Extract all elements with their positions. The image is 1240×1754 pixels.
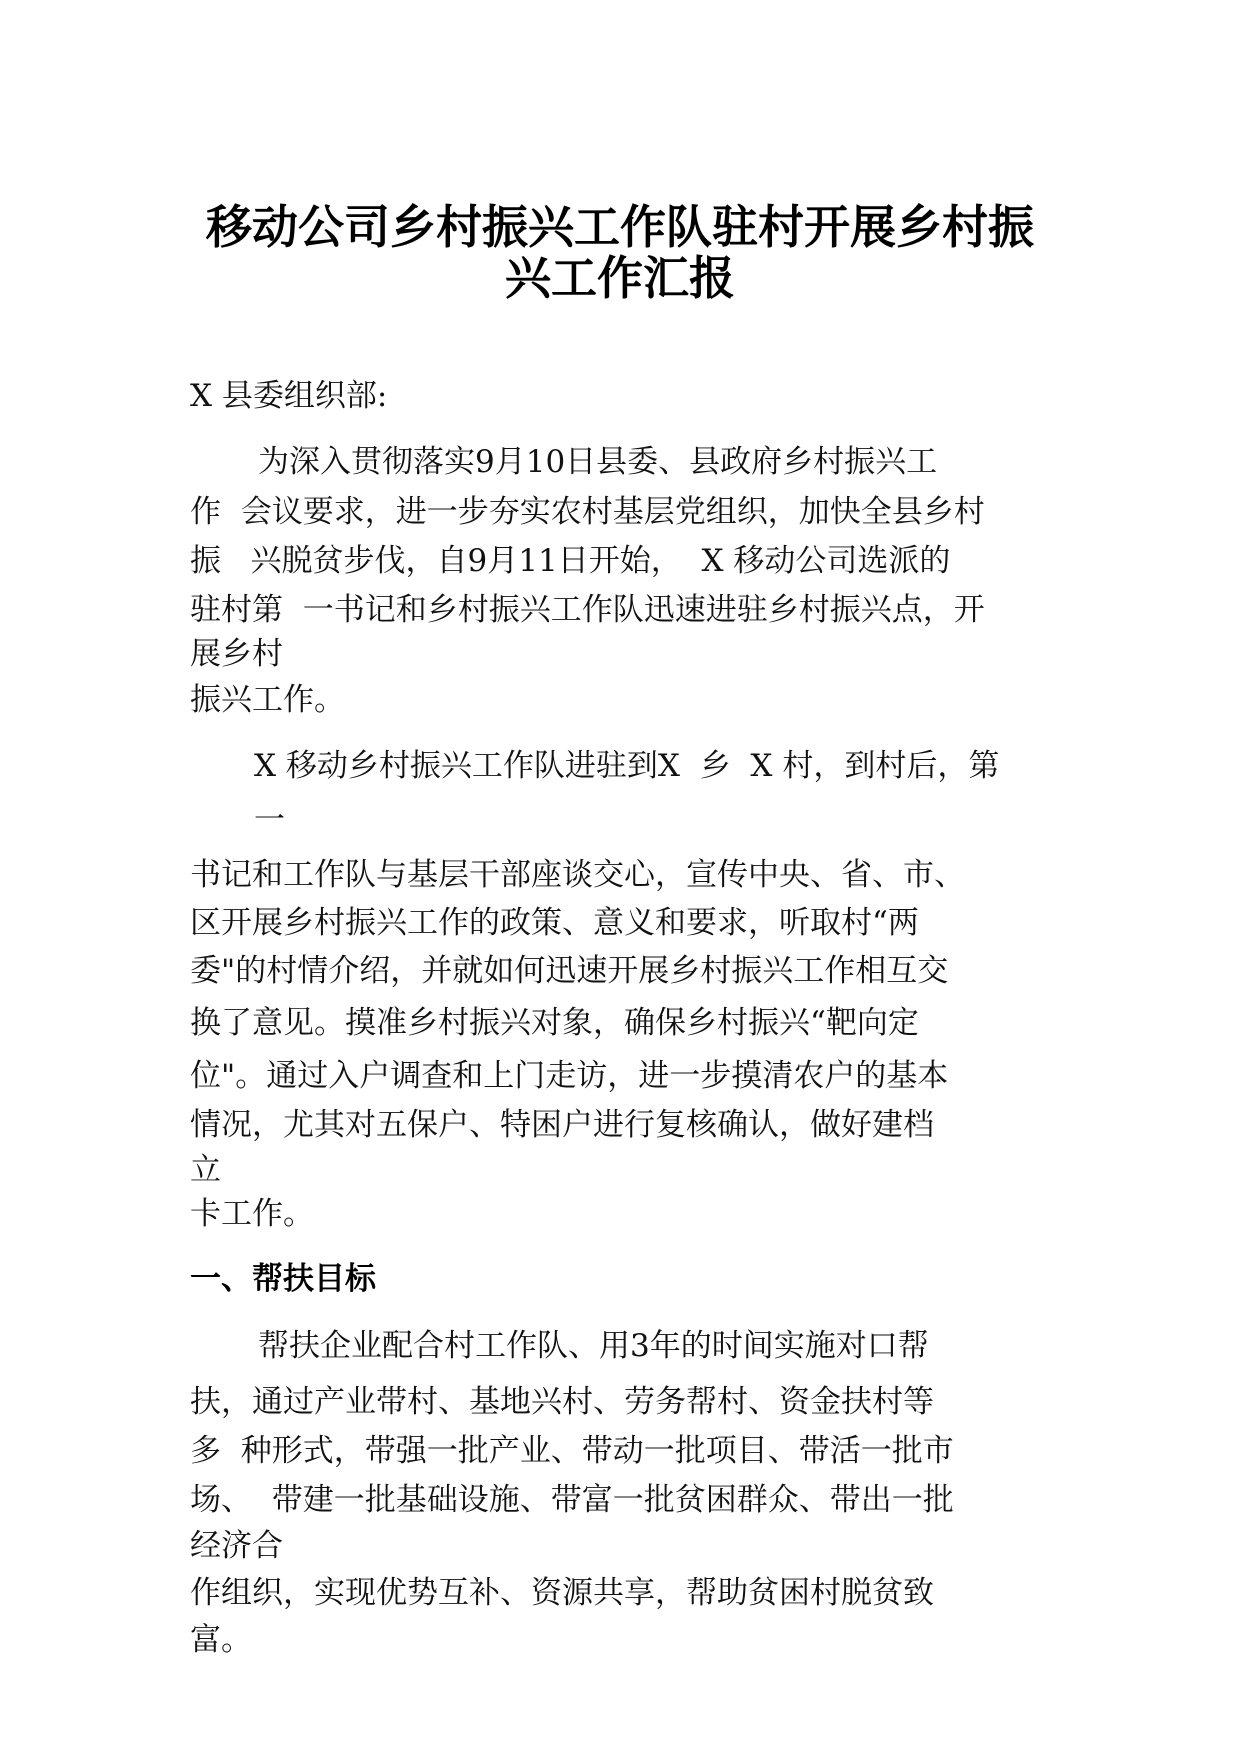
- para3-line-2: 扶，通过产业带村、基地兴村、劳务帮村、资金扶村等: [190, 1384, 934, 1420]
- para1-line-1: 为深入贯彻落实9月10日县委、县政府乡村振兴工: [258, 444, 938, 480]
- para3-line-3: 多 种形式，带强一批产业、带动一批项目、带活一批市: [190, 1433, 954, 1469]
- para1-line-4: 驻村第 一书记和乡村振兴工作队迅速进驻乡村振兴点，开: [190, 592, 985, 628]
- para3-line-5: 经济合: [190, 1528, 283, 1564]
- para1-line-6: 振兴工作。: [190, 682, 345, 718]
- para2-line-9: 立: [190, 1152, 221, 1188]
- document-title-line-1: 移动公司乡村振兴工作队驻村开展乡村振: [206, 200, 1034, 254]
- para3-line-7: 富。: [190, 1622, 252, 1658]
- para1-line-2: 作 会议要求，进一步夯实农村基层党组织，加快全县乡村: [190, 494, 985, 530]
- document-title-line-2: 兴工作汇报: [505, 251, 735, 305]
- para2-line-8: 情况，尤其对五保户、特困户进行复核确认，做好建档: [190, 1107, 934, 1143]
- para2-line-6: 换了意见。摸准乡村振兴对象，确保乡村振兴“靶向定: [190, 1005, 919, 1041]
- para2-line-3: 书记和工作队与基层干部座谈交心，宣传中央、省、市、: [190, 857, 965, 893]
- section-heading-1: 一、帮扶目标: [190, 1261, 376, 1297]
- para3-line-1: 帮扶企业配合村工作队、用3年的时间实施对口帮: [258, 1328, 929, 1364]
- salutation: X 县委组织部:: [190, 378, 388, 414]
- para2-line-4: 区开展乡村振兴工作的政策、意义和要求，听取村“两: [190, 905, 919, 941]
- para2-line-5: 委"的村情介绍，并就如何迅速开展乡村振兴工作相互交: [190, 953, 949, 989]
- para1-line-3: 振 兴脱贫步伐，自9月11日开始， X 移动公司选派的: [190, 543, 951, 579]
- para1-line-5: 展乡村: [190, 636, 283, 672]
- para2-line-7: 位"。通过入户调查和上门走访，进一步摸清农户的基本: [190, 1058, 949, 1094]
- para2-line-10: 卡工作。: [190, 1196, 314, 1232]
- para2-line-2: 一: [254, 802, 285, 838]
- para3-line-4: 场、 带建一批基础设施、带富一批贫困群众、带出一批: [190, 1482, 954, 1518]
- para2-line-1: X 移动乡村振兴工作队进驻到X 乡 X 村，到村后，第: [254, 748, 1000, 784]
- para3-line-6: 作组织，实现优势互补、资源共享，帮助贫困村脱贫致: [190, 1575, 934, 1611]
